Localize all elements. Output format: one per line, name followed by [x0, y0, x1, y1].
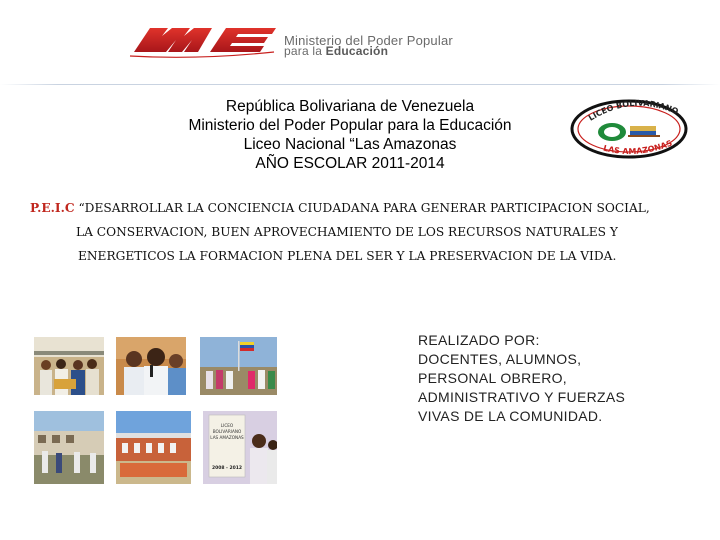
title-line-school: Liceo Nacional “Las Amazonas [243, 136, 457, 153]
photo-poster-presentation [203, 411, 277, 484]
credits-line-2: DOCENTES, ALUMNOS, [418, 351, 582, 367]
photo-students-group [34, 337, 104, 395]
school-logo-bottom-text: LAS AMAZONAS [602, 138, 674, 157]
credits-line-5: VIVAS DE LA COMUNIDAD. [418, 408, 603, 424]
school-logo [568, 96, 688, 160]
me-logo-mark [128, 22, 278, 60]
photo-student-microphone [116, 337, 186, 395]
ministry-line1: Ministerio del Poder Popular [284, 33, 453, 48]
title-line-year: AÑO ESCOLAR 2011-2014 [255, 155, 445, 172]
header-divider [0, 84, 720, 85]
school-logo-top-text: LICEO BOLIVARIANO [586, 98, 680, 123]
peic-text-1: “DESARROLLAR LA CONCIENCIA CIUDADANA PARA GENERAR PARTICIPACION SOCIAL, [78, 201, 650, 215]
credits-line-1: REALIZADO POR: [418, 332, 540, 348]
ministry-wordmark [284, 35, 453, 57]
peic-line-1 [30, 196, 690, 220]
peic-line-3: ENERGETICOS LA FORMACION PLENA DEL SER Y LA PRESERVACION DE LA VIDA. [78, 249, 617, 263]
poster-line-3: LAS AMAZONAS [210, 435, 244, 440]
photo-flag-ceremony [200, 337, 277, 395]
poster-line-1: LICEO [220, 423, 234, 428]
title-block [140, 97, 560, 173]
peic-line-2: LA CONSERVACION, BUEN APROVECHAMIENTO DE LOS RECURSOS NATURALES Y [76, 225, 618, 239]
ministry-line2-prefix: para la [284, 44, 323, 58]
credits-line-4: ADMINISTRATIVO Y FUERZAS [418, 389, 626, 405]
title-line-ministry: Ministerio del Poder Popular para la Educación [188, 117, 512, 134]
title-line-country: República Bolivariana de Venezuela [225, 98, 475, 115]
poster-line-4: 2008 - 2012 [211, 466, 243, 471]
photo-school-yard [34, 411, 104, 484]
ministry-line2-bold: Educación [325, 44, 389, 58]
ministry-logo [128, 22, 578, 62]
photo-school-building [116, 411, 191, 484]
peic-statement [30, 196, 690, 268]
peic-label: P.E.I.C [30, 201, 75, 215]
credits [418, 331, 625, 426]
credits-line-3: PERSONAL OBRERO, [418, 370, 567, 386]
poster-line-2: BOLIVARIANO [212, 429, 242, 434]
